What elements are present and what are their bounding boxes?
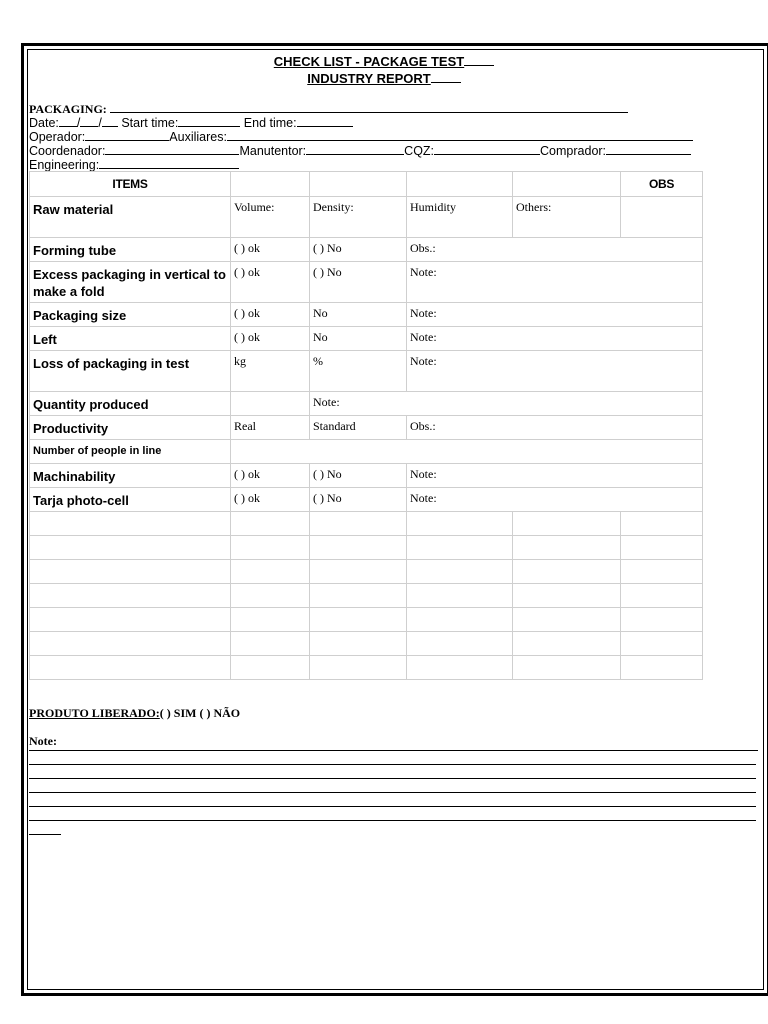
row-item-label: Left — [30, 327, 231, 351]
row-item-label: Loss of packaging in test — [30, 351, 231, 392]
start-time-input[interactable] — [178, 115, 240, 127]
released-options[interactable]: ( ) SIM ( ) NÃO — [159, 706, 241, 720]
coordenador-row: Coordenador: Manutentor: CQZ: Comprador: — [29, 143, 691, 158]
table-row — [30, 416, 703, 440]
row-cell[interactable]: Volume: — [231, 197, 310, 238]
empty-row — [30, 632, 703, 656]
row-cell[interactable]: % — [310, 351, 407, 392]
row-cell[interactable]: Others: — [513, 197, 621, 238]
empty-row — [30, 560, 703, 584]
table-row — [30, 327, 703, 351]
table-row — [30, 392, 703, 416]
comprador-input[interactable] — [606, 143, 691, 155]
row-cell[interactable]: ( ) No — [310, 464, 407, 488]
row-note-cell[interactable]: Note: — [407, 488, 703, 512]
empty-row — [30, 512, 703, 536]
row-item-label: Tarja photo-cell — [30, 488, 231, 512]
row-cell[interactable] — [231, 392, 310, 416]
row-item-label: Number of people in line — [30, 440, 231, 464]
row-cell[interactable]: ( ) No — [310, 238, 407, 262]
empty-row — [30, 584, 703, 608]
engineering-input[interactable] — [99, 157, 239, 169]
checklist-table — [29, 171, 703, 680]
row-item-label: Excess packaging in vertical to make a fold — [30, 262, 231, 303]
row-cell[interactable]: ( ) ok — [231, 488, 310, 512]
row-item-label: Packaging size — [30, 303, 231, 327]
row-cell[interactable]: ( ) ok — [231, 327, 310, 351]
row-note-cell[interactable]: Obs.: — [407, 238, 703, 262]
row-note-cell[interactable]: Note: — [407, 327, 703, 351]
row-cell[interactable]: ( ) ok — [231, 262, 310, 303]
row-cell[interactable]: ( ) ok — [231, 464, 310, 488]
note-line[interactable] — [29, 792, 756, 793]
row-cell[interactable]: No — [310, 303, 407, 327]
operador-row: Operador: Auxiliares: — [29, 129, 693, 144]
table-row — [30, 440, 703, 464]
obs-header: OBS — [621, 172, 703, 197]
row-note-cell[interactable]: Note: — [407, 303, 703, 327]
row-cell[interactable]: ( ) ok — [231, 238, 310, 262]
manutentor-input[interactable] — [306, 143, 404, 155]
row-cell[interactable]: ( ) No — [310, 488, 407, 512]
operador-input[interactable] — [85, 129, 169, 141]
row-note-cell[interactable]: Note: — [310, 392, 703, 416]
coordenador-input[interactable] — [105, 143, 239, 155]
table-row — [30, 262, 703, 303]
empty-row — [30, 656, 703, 680]
date-day-input[interactable] — [59, 115, 77, 127]
empty-row — [30, 608, 703, 632]
end-time-input[interactable] — [297, 115, 353, 127]
row-item-label: Forming tube — [30, 238, 231, 262]
row-cell[interactable]: Density: — [310, 197, 407, 238]
row-cell[interactable]: ( ) ok — [231, 303, 310, 327]
note-line[interactable] — [29, 820, 756, 821]
table-row — [30, 488, 703, 512]
date-year-input[interactable] — [102, 115, 118, 127]
row-cell[interactable]: ( ) No — [310, 262, 407, 303]
row-item-label: Productivity — [30, 416, 231, 440]
row-item-label: Raw material — [30, 197, 231, 238]
row-note-cell[interactable]: Note: — [407, 262, 703, 303]
table-header-row — [30, 172, 703, 197]
note-line[interactable] — [29, 764, 756, 765]
note-line[interactable] — [29, 806, 756, 807]
packaging-input[interactable] — [110, 101, 628, 113]
note-line[interactable] — [29, 750, 758, 751]
row-item-label: Machinability — [30, 464, 231, 488]
table-row — [30, 238, 703, 262]
row-item-label: Quantity produced — [30, 392, 231, 416]
document-subtitle: INDUSTRY REPORT — [0, 71, 768, 86]
row-cell[interactable] — [231, 440, 703, 464]
empty-row — [30, 536, 703, 560]
date-time-row: Date: / / Start time: End time: — [29, 115, 353, 130]
cqz-input[interactable] — [434, 143, 540, 155]
date-month-input[interactable] — [80, 115, 98, 127]
note-label: Note: — [29, 734, 57, 748]
auxiliares-input[interactable] — [227, 129, 693, 141]
table-row — [30, 351, 703, 392]
product-released-field: PRODUTO LIBERADO:( ) SIM ( ) NÃO — [29, 706, 241, 720]
row-note-cell[interactable]: Note: — [407, 464, 703, 488]
row-cell[interactable]: No — [310, 327, 407, 351]
table-row — [30, 303, 703, 327]
table-row — [30, 464, 703, 488]
row-cell[interactable]: Real — [231, 416, 310, 440]
row-cell[interactable]: kg — [231, 351, 310, 392]
obs-cell[interactable] — [621, 197, 703, 238]
table-row — [30, 197, 703, 238]
row-cell[interactable]: Standard — [310, 416, 407, 440]
packaging-field: PACKAGING: — [29, 101, 628, 117]
note-line[interactable] — [29, 834, 61, 835]
row-cell[interactable]: Humidity — [407, 197, 513, 238]
items-header: ITEMS — [30, 172, 231, 197]
row-note-cell[interactable]: Note: — [407, 351, 703, 392]
document-title: CHECK LIST - PACKAGE TEST — [0, 54, 768, 69]
row-note-cell[interactable]: Obs.: — [407, 416, 703, 440]
note-line[interactable] — [29, 778, 756, 779]
engineering-row: Engineering: — [29, 157, 239, 172]
